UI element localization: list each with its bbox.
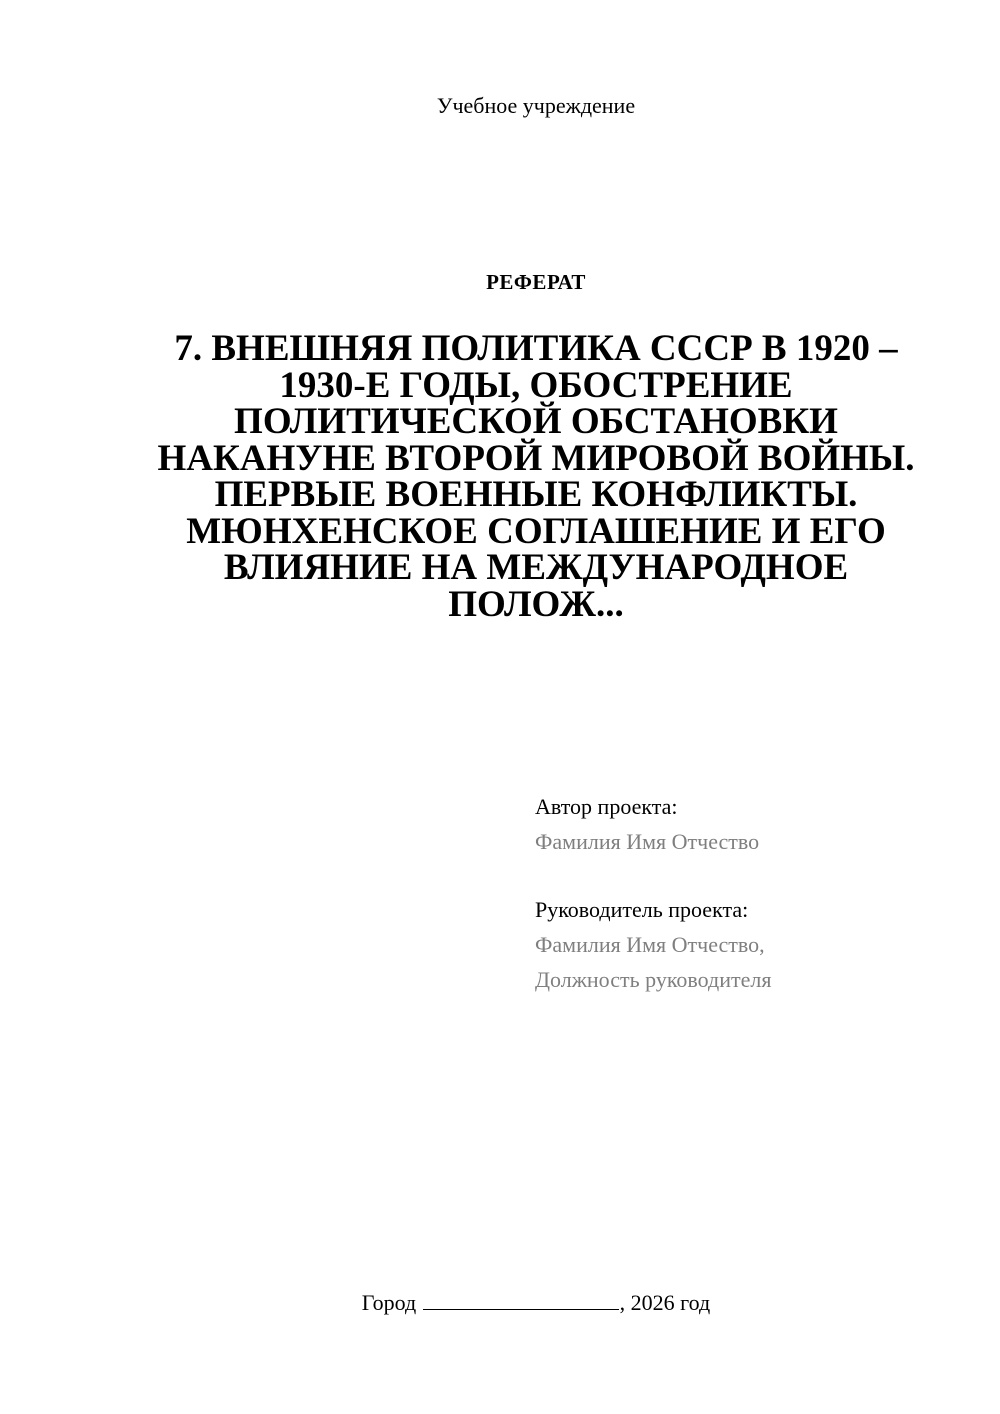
supervisor-name: Фамилия Имя Отчество,	[535, 932, 765, 957]
document-type-heading: РЕФЕРАТ	[486, 270, 586, 294]
supervisor-block	[535, 892, 975, 997]
author-label: Автор проекта:	[535, 794, 678, 819]
institution-name: Учебное учреждение	[436, 93, 636, 118]
supervisor-label: Руководитель проекта:	[535, 897, 749, 922]
city-year-line	[0, 1288, 1000, 1318]
author-block	[535, 789, 975, 859]
city-blank-line	[423, 1289, 619, 1310]
city-label: Город	[361, 1290, 417, 1315]
author-name: Фамилия Имя Отчество	[535, 829, 760, 854]
supervisor-position: Должность руководителя	[535, 967, 772, 992]
year-text: , 2026 год	[619, 1290, 711, 1315]
document-title: 7. ВНЕШНЯЯ ПОЛИТИКА СССР В 1920 – 1930-Е ГОДЫ, ОБОСТРЕНИЕ ПОЛИТИЧЕСКОЙ ОБСТАНОВКИ НАКАНУНЕ ВТОРОЙ МИРОВОЙ ВОЙНЫ. ПЕРВЫЕ ВОЕННЫЕ КОНФЛИКТЫ. МЮНХЕНСКОЕ СОГЛАШЕНИЕ И ЕГО ВЛИЯНИЕ НА МЕЖДУНАРОДНОЕ ПОЛОЖ...	[157, 328, 915, 625]
